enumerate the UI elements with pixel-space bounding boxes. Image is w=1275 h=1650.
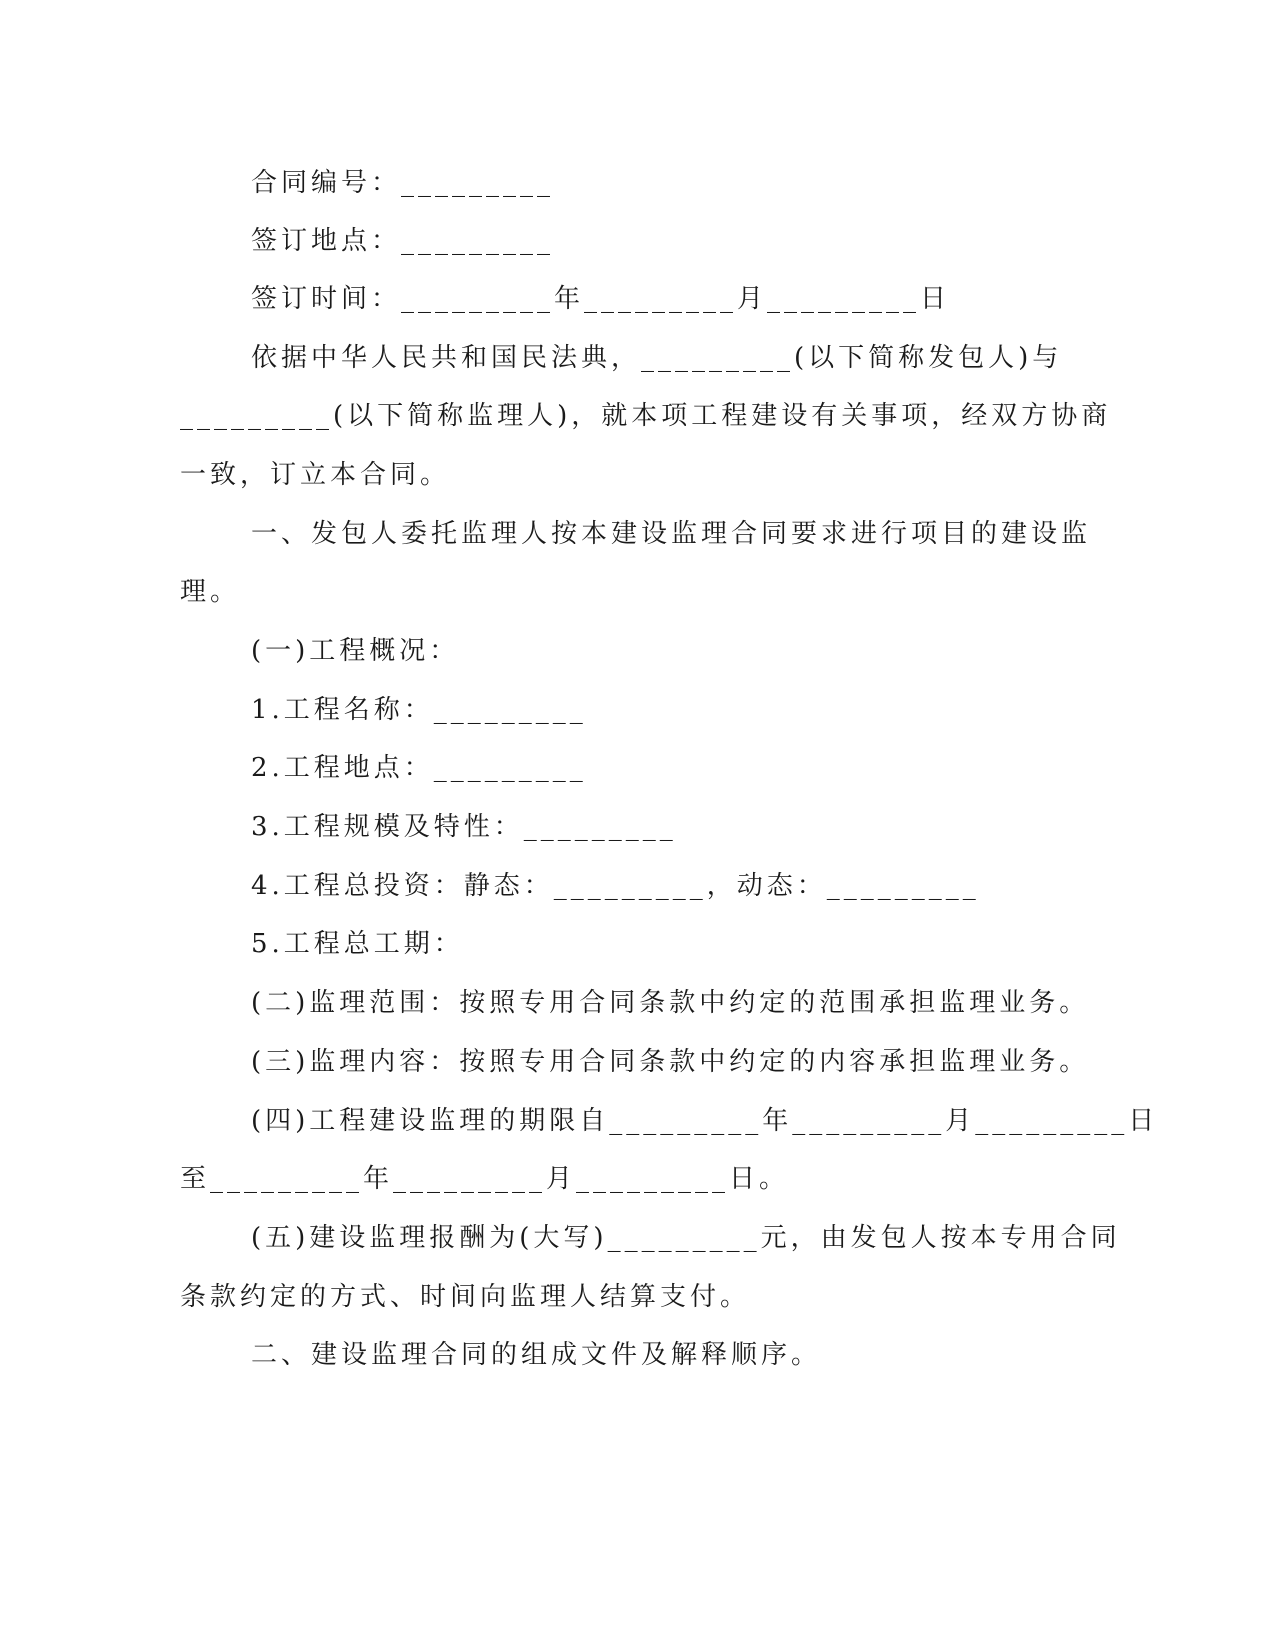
supervision-scope-line: (二)监理范围：按照专用合同条款中约定的范围承担监理业务。	[251, 988, 1090, 1018]
article-one-line-2: 理。	[180, 577, 241, 607]
signing-date-line: 签订时间：_________年_________月_________日	[251, 284, 951, 314]
article-one-line-1: 一、发包人委托监理人按本建设监理合同要求进行项目的建设监	[251, 519, 1092, 549]
supervision-content-line: (三)监理内容：按照专用合同条款中约定的内容承担监理业务。	[251, 1047, 1090, 1077]
project-overview-heading: (一)工程概况：	[251, 636, 460, 666]
remuneration-line-1: (五)建设监理报酬为(大写)_________元，由发包人按本专用合同	[251, 1223, 1121, 1253]
preamble-line-3: 一致，订立本合同。	[180, 460, 451, 490]
project-location-line: 2.工程地点：_________	[251, 753, 587, 783]
preamble-line-1: 依据中华人民共和国民法典，_________(以下简称发包人)与	[251, 343, 1063, 373]
signing-place-line: 签订地点：_________	[251, 226, 555, 256]
project-name-line: 1.工程名称：_________	[251, 695, 587, 725]
contract-number-line: 合同编号：_________	[251, 168, 555, 198]
preamble-line-2: _________(以下简称监理人)，就本项工程建设有关事项，经双方协商	[180, 401, 1112, 431]
remuneration-line-2: 条款约定的方式、时间向监理人结算支付。	[180, 1282, 751, 1312]
supervision-period-line-1: (四)工程建设监理的期限自_________年_________月_________日	[251, 1106, 1159, 1136]
project-investment-line: 4.工程总投资：静态：_________，动态：_________	[251, 871, 980, 901]
article-two-heading: 二、建设监理合同的组成文件及解释顺序。	[251, 1340, 822, 1370]
project-duration-line: 5.工程总工期：	[251, 929, 464, 959]
supervision-period-line-2: 至_________年_________月_________日。	[180, 1164, 790, 1194]
project-scale-line: 3.工程规模及特性：_________	[251, 812, 677, 842]
